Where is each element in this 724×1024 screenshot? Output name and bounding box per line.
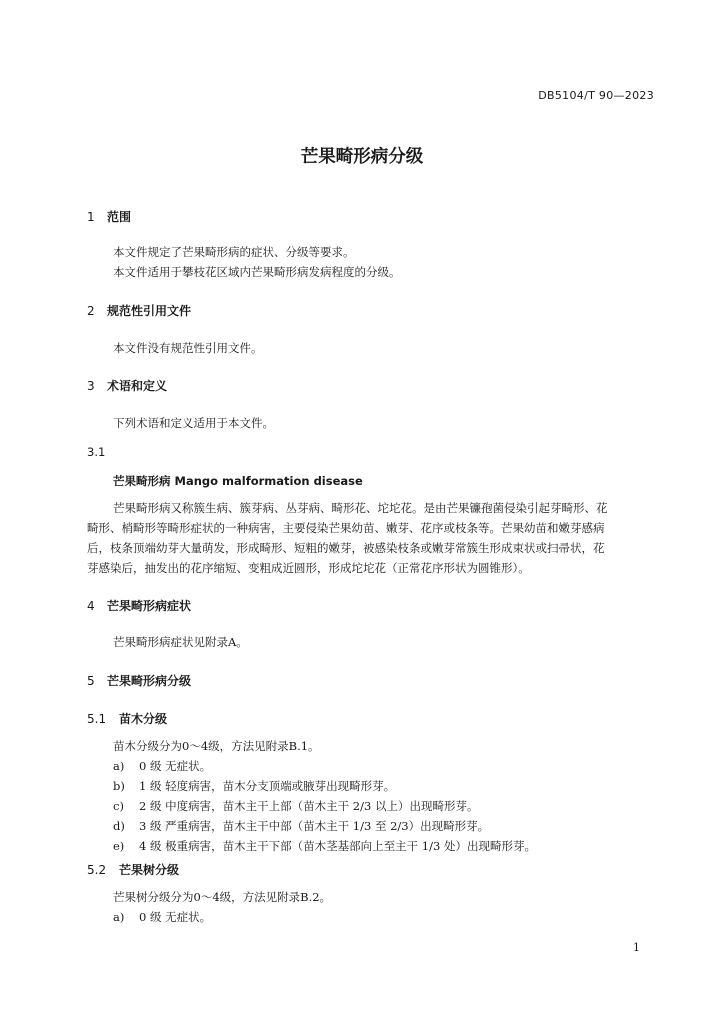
paragraph: 本文件规定了芒果畸形病的症状、分级等要求。 xyxy=(113,245,355,259)
list-item-text: 2 级 中度病害，苗木主干上部（苗木主干 2/3 以上）出现畸形芽。 xyxy=(139,799,479,813)
document-title: 芒果畸形病分级 xyxy=(300,147,424,167)
section-number: 5.1 xyxy=(87,712,107,726)
list-item xyxy=(113,798,478,814)
list-item xyxy=(113,818,489,834)
section-heading-4 xyxy=(87,597,191,614)
section-title: 芒果畸形病症状 xyxy=(107,599,192,613)
section-title: 芒果畸形病分级 xyxy=(107,674,192,688)
list-item xyxy=(113,909,211,925)
section-title: 苗木分级 xyxy=(119,712,168,726)
list-item xyxy=(113,758,211,774)
list-item-marker: a) xyxy=(113,759,125,773)
definition-line: 后，枝条顶端幼芽大量萌发，形成畸形、短粗的嫩芽，被感染枝条或嫩芽常簇生形成束状或扫帚状，花 xyxy=(87,541,605,555)
list-item-text: 0 级 无症状。 xyxy=(139,910,212,924)
section-number: 2 xyxy=(87,304,95,318)
definition-line: 芽感染后，抽发出的花序缩短、变粗成近圆形，形成坨坨花（正常花序形状为圆锥形）。 xyxy=(87,561,530,575)
paragraph: 芒果畸形病症状见附录A。 xyxy=(113,635,248,649)
list-item xyxy=(113,778,395,794)
standard-number: DB5104/T 90—2023 xyxy=(538,89,654,102)
subsection-heading-5-1 xyxy=(87,710,167,727)
list-item-marker: a) xyxy=(113,910,125,924)
section-heading-3 xyxy=(87,377,167,394)
list-item-marker: b) xyxy=(113,779,125,793)
section-title: 术语和定义 xyxy=(107,379,168,393)
list-item-marker: c) xyxy=(113,799,124,813)
list-item-text: 3 级 严重病害，苗木主干中部（苗木主干 1/3 至 2/3）出现畸形芽。 xyxy=(139,819,490,833)
list-item-text: 1 级 轻度病害，苗木分支顶端或腋芽出现畸形芽。 xyxy=(139,779,396,793)
subsection-heading-5-2 xyxy=(87,861,179,878)
subsection-number-3-1: 3.1 xyxy=(87,445,106,459)
term-entry: 芒果畸形病 Mango malformation disease xyxy=(113,474,363,488)
page-number: 1 xyxy=(633,941,640,954)
section-number: 5.2 xyxy=(87,863,107,877)
paragraph: 苗木分级分为0～4级，方法见附录B.1。 xyxy=(113,739,320,753)
list-item-text: 0 级 无症状。 xyxy=(139,759,212,773)
section-title: 范围 xyxy=(107,210,132,224)
list-item-text: 4 级 极重病害，苗木主干下部（苗木茎基部向上至主干 1/3 处）出现畸形芽。 xyxy=(139,839,536,853)
section-heading-2 xyxy=(87,302,191,319)
definition-line: 畸形、梢畸形等畸形症状的一种病害，主要侵染芒果幼苗、嫩芽、花序或枝条等。芒果幼苗和嫩芽感病 xyxy=(87,521,605,535)
section-number: 5 xyxy=(87,674,95,688)
section-title: 规范性引用文件 xyxy=(107,304,192,318)
list-item-marker: e) xyxy=(113,839,125,853)
section-number: 4 xyxy=(87,599,95,613)
section-heading-5 xyxy=(87,672,191,689)
list-item-marker: d) xyxy=(113,819,125,833)
section-number: 3 xyxy=(87,379,95,393)
definition-line: 芒果畸形病又称簇生病、簇芽病、丛芽病、畸形花、坨坨花。是由芒果镰孢菌侵染引起芽畸形、花 xyxy=(113,501,608,515)
paragraph: 芒果树分级分为0～4级，方法见附录B.2。 xyxy=(113,890,332,904)
paragraph: 本文件没有规范性引用文件。 xyxy=(113,341,263,355)
section-title: 芒果树分级 xyxy=(119,863,180,877)
list-item xyxy=(113,838,536,854)
paragraph: 下列术语和定义适用于本文件。 xyxy=(113,416,274,430)
paragraph: 本文件适用于攀枝花区域内芒果畸形病发病程度的分级。 xyxy=(113,265,401,279)
section-number: 1 xyxy=(87,210,95,224)
section-heading-1 xyxy=(87,208,131,225)
